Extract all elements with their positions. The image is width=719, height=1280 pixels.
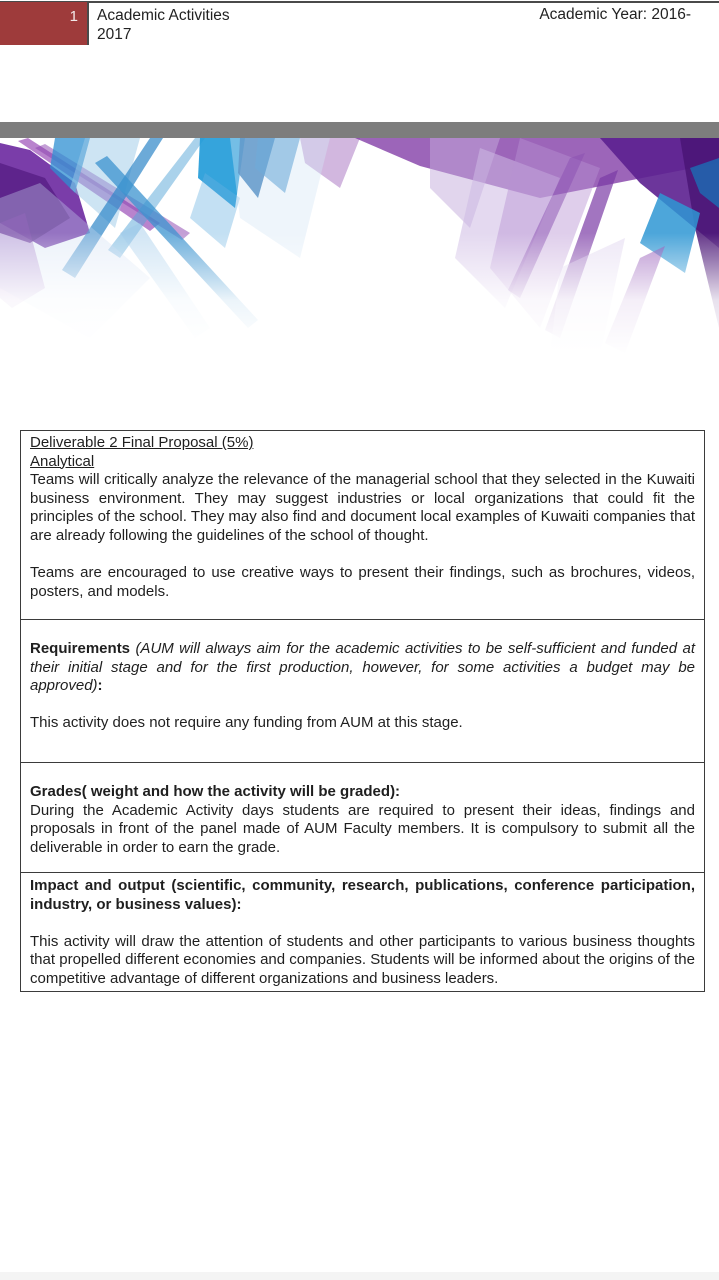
banner-gray-bar <box>0 122 719 138</box>
requirements-italic-note: (AUM will always aim for the academic activities to be self-sufficient and funded at their initial stage and for the first production, however, for some activities a budget may be approved) <box>30 640 695 695</box>
page-number: 1 <box>69 8 78 25</box>
deliverable-section <box>21 431 704 619</box>
requirements-heading <box>30 640 695 696</box>
requirements-paragraph: This activity does not require any funding from AUM at this stage. <box>30 714 463 732</box>
document-title-line2: 2017 <box>97 26 132 43</box>
page-number-box <box>0 2 87 45</box>
deliverable-paragraph-1: Teams will critically analyze the relevance of the managerial school that they selected in the Kuwaiti business environment. They may suggest industries or local organizations that could fit the principles of the school. They may also find and document local examples of Kuwaiti companies that are already following the guidelines of the school of thought. <box>30 471 695 544</box>
academic-year-label: Academic Year: 2016- <box>539 6 691 23</box>
requirements-label: Requirements <box>30 640 131 657</box>
header-divider <box>87 2 89 45</box>
spacer <box>30 546 695 565</box>
grades-heading: Grades( weight and how the activity will be graded): <box>30 783 401 800</box>
deliverable-subheading: Analytical <box>30 452 95 470</box>
spacer <box>30 696 695 715</box>
spacer <box>30 914 695 933</box>
deliverable-paragraph-2: Teams are encouraged to use creative ways to present their findings, such as brochures, videos, posters, and models. <box>30 564 695 600</box>
requirements-section <box>21 619 704 762</box>
impact-paragraph: This activity will draw the attention of students and other participants to various business thoughts that propelled different economies and companies. Students will be informed about the origins of the competitive advantage of different organizations and business leaders. <box>30 932 695 987</box>
document-title <box>97 6 230 44</box>
header-top-rule <box>0 1 719 3</box>
abstract-banner-image <box>0 138 719 355</box>
impact-heading: Impact and output (scientific, community, research, publications, conference participation, industry, or business values): <box>30 877 695 913</box>
activity-details-table <box>20 430 705 992</box>
deliverable-heading: Deliverable 2 Final Proposal (5%) <box>30 434 254 451</box>
banner-shards-graphic <box>0 138 719 355</box>
requirements-colon: : <box>97 677 103 695</box>
bottom-edge-strip <box>0 1272 719 1280</box>
document-title-line1: Academic Activities <box>97 7 230 24</box>
grades-paragraph: During the Academic Activity days students are required to present their ideas, findings and proposals in front of the panel made of AUM Faculty members. It is compulsory to submit all the deliverable in order to earn the grade. <box>30 801 695 856</box>
impact-section <box>21 872 704 991</box>
grades-section <box>21 762 704 872</box>
